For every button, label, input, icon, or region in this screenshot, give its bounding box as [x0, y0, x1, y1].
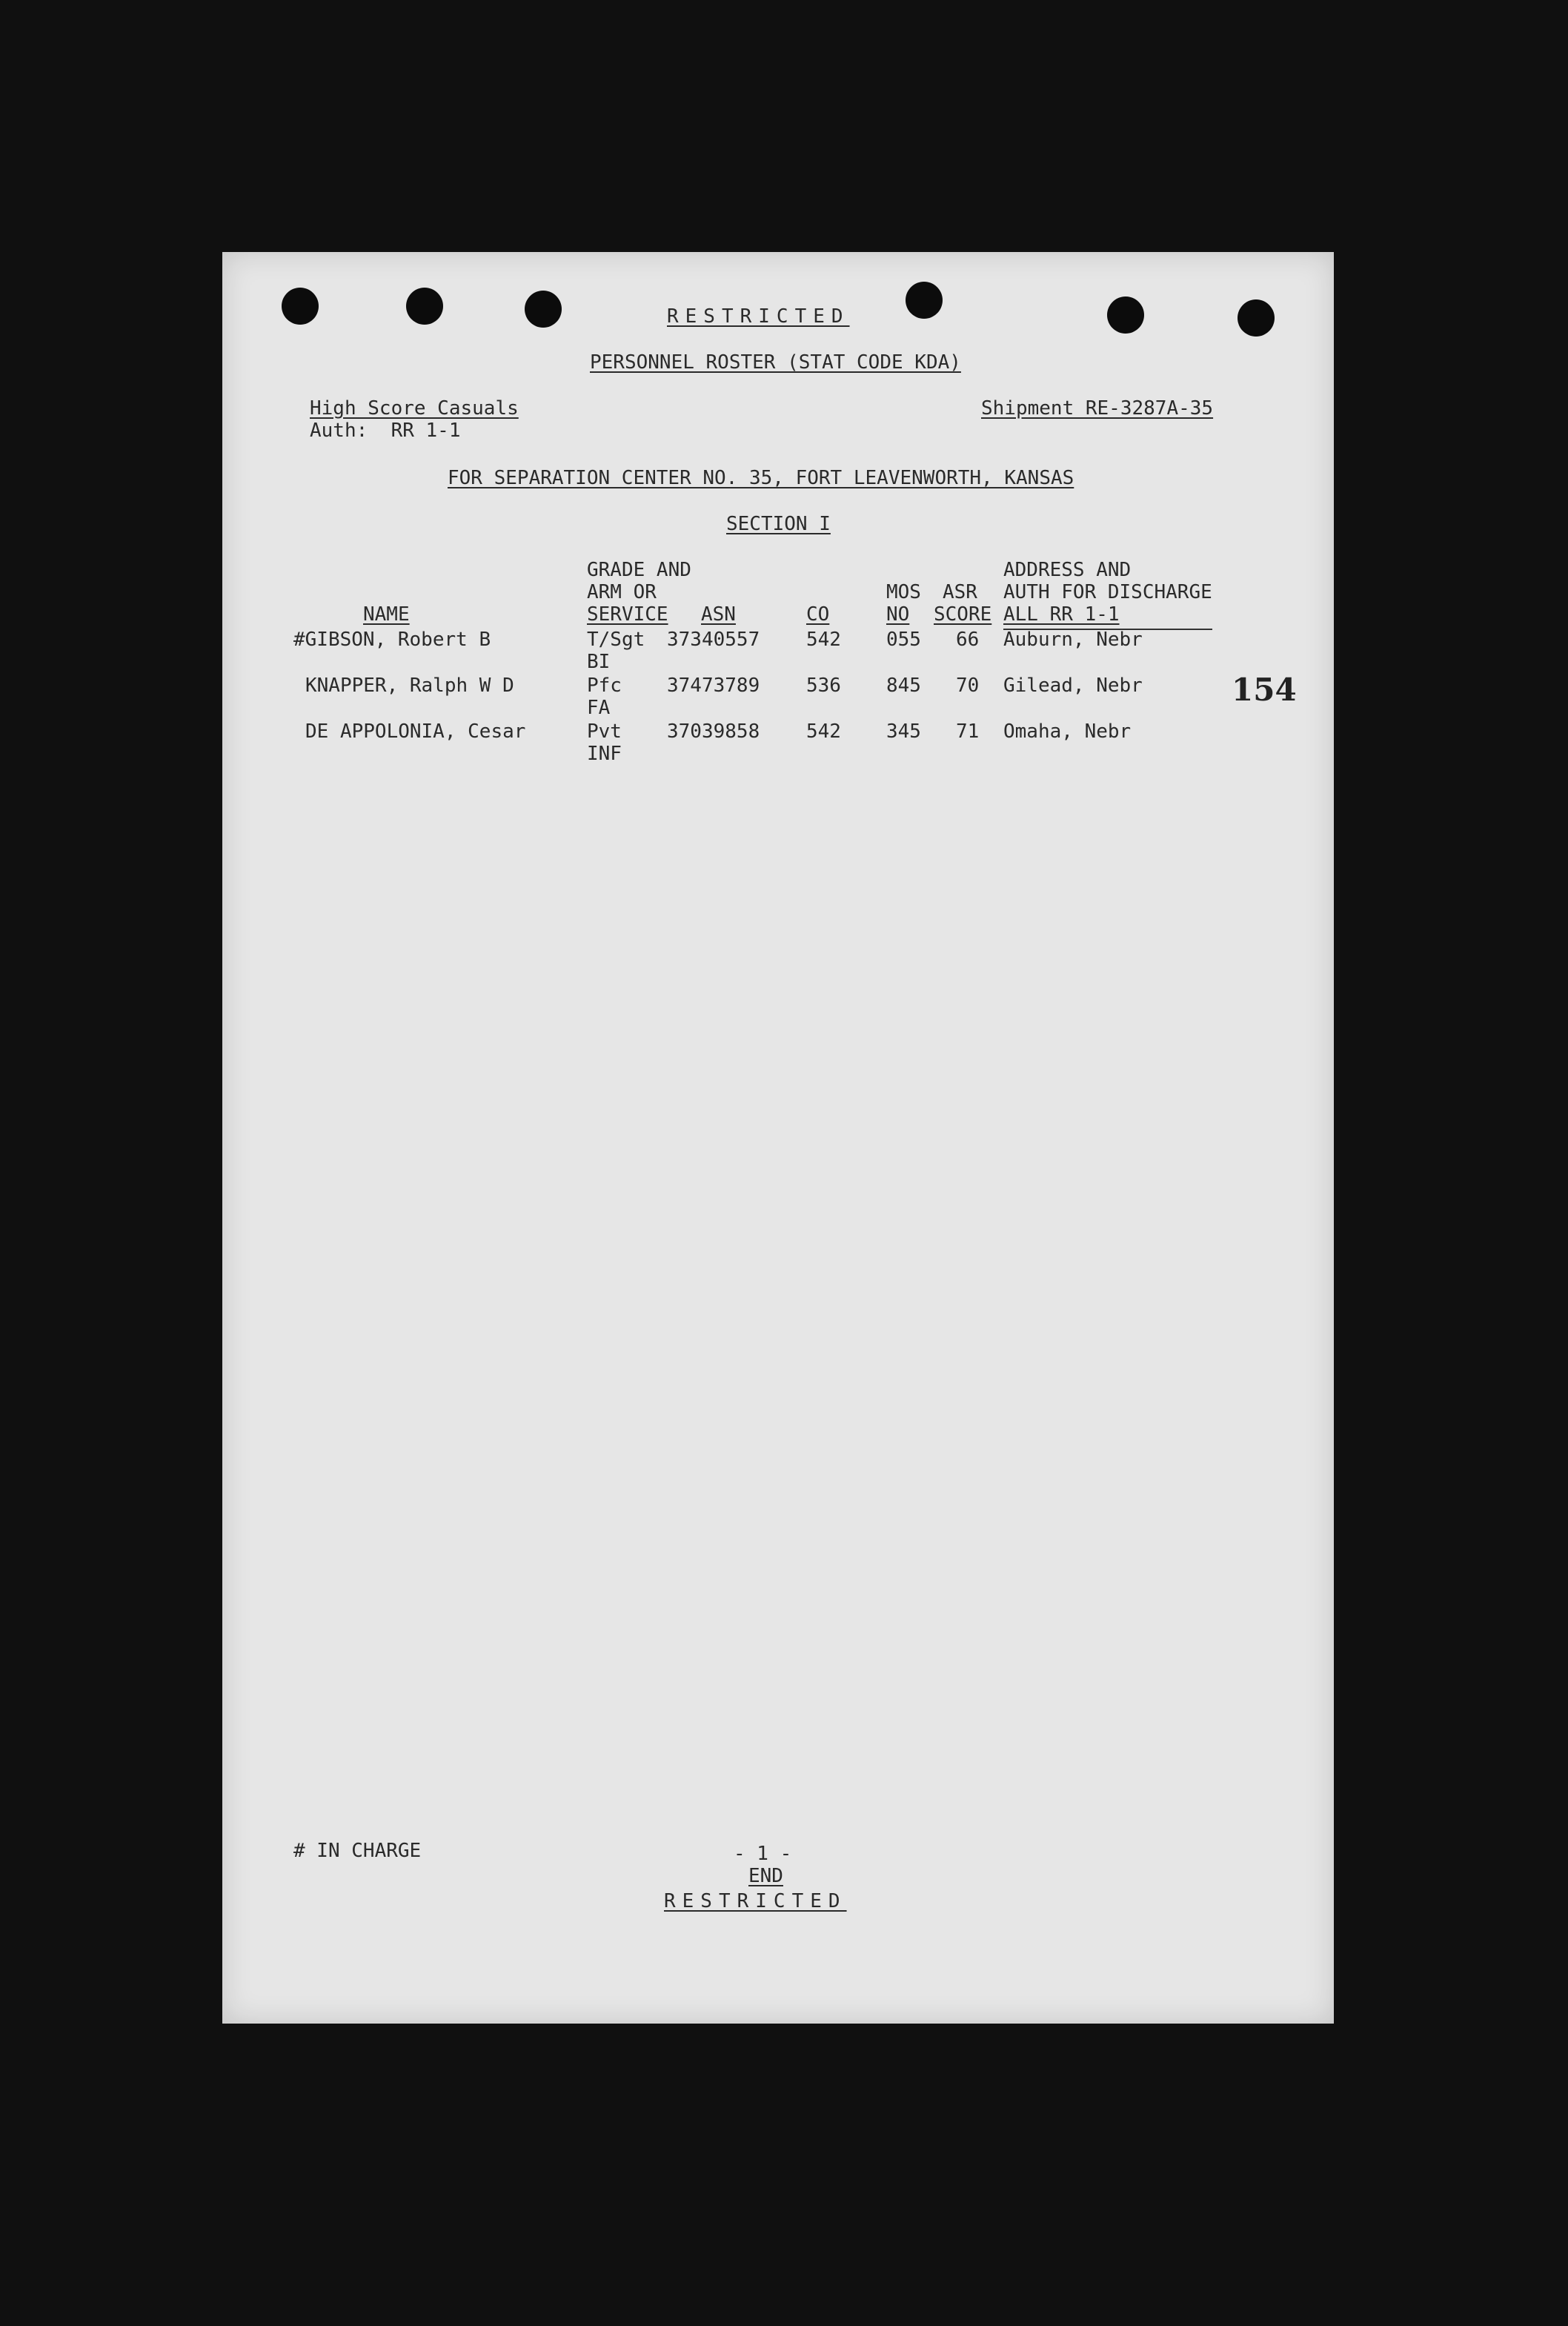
col-asr-line2: SCORE	[934, 603, 992, 626]
unit-name: High Score Casuals	[310, 397, 519, 420]
cell-name: #GIBSON, Robert B	[293, 629, 491, 651]
cell-asr: 66	[956, 629, 980, 651]
cell-address: Auburn, Nebr	[1003, 629, 1143, 651]
cell-grade: Pfc	[587, 675, 622, 697]
punch-hole	[525, 291, 562, 328]
col-asr-line1: ASR	[943, 581, 977, 603]
cell-grade: T/Sgt	[587, 629, 645, 651]
cell-name: DE APPOLONIA, Cesar	[305, 720, 526, 743]
col-grade-line2: ARM OR	[587, 581, 657, 603]
col-address-line3: ALL RR 1-1	[1003, 603, 1120, 626]
cell-arm: FA	[587, 697, 611, 719]
cell-name: KNAPPER, Ralph W D	[305, 675, 514, 697]
destination: FOR SEPARATION CENTER NO. 35, FORT LEAVENWORTH, KANSAS	[448, 467, 1074, 489]
end-marker: END	[748, 1865, 783, 1887]
cell-co: 542	[806, 720, 841, 743]
cell-mos: 845	[886, 675, 921, 697]
col-co: CO	[806, 603, 830, 626]
punch-hole	[406, 288, 443, 325]
cell-address: Gilead, Nebr	[1003, 675, 1143, 697]
col-grade-line3: SERVICE	[587, 603, 668, 626]
document-page	[222, 252, 1334, 2024]
cell-mos: 345	[886, 720, 921, 743]
cell-asn: 37473789	[667, 675, 760, 697]
cell-mos: 055	[886, 629, 921, 651]
page-number: - 1 -	[734, 1843, 792, 1865]
document-title: PERSONNEL ROSTER (STAT CODE KDA)	[590, 351, 961, 374]
punch-hole	[1238, 299, 1275, 337]
shipment-number: Shipment RE-3287A-35	[981, 397, 1214, 420]
authority: Auth: RR 1-1	[310, 420, 461, 442]
punch-hole	[906, 282, 943, 319]
cell-co: 542	[806, 629, 841, 651]
cell-asr: 71	[956, 720, 980, 743]
cell-arm: INF	[587, 743, 622, 765]
cell-asr: 70	[956, 675, 980, 697]
cell-address: Omaha, Nebr	[1003, 720, 1132, 743]
classification-header: RESTRICTED	[667, 305, 850, 328]
punch-hole	[1107, 296, 1144, 334]
col-address-line1: ADDRESS AND	[1003, 559, 1132, 581]
cell-asn: 37039858	[667, 720, 760, 743]
classification-footer: RESTRICTED	[664, 1890, 847, 1912]
section-title: SECTION I	[726, 513, 831, 535]
cell-arm: BI	[587, 651, 611, 673]
cell-grade: Pvt	[587, 720, 622, 743]
punch-hole	[282, 288, 319, 325]
col-mos-line1: MOS	[886, 581, 921, 603]
col-mos-line2: NO	[886, 603, 910, 626]
cell-asn: 37340557	[667, 629, 760, 651]
stamp-number: 154	[1232, 672, 1297, 708]
col-name: NAME	[363, 603, 410, 626]
col-grade-line1: GRADE AND	[587, 559, 691, 581]
col-address-line2: AUTH FOR DISCHARGE	[1003, 581, 1212, 603]
footer-note: # IN CHARGE	[293, 1840, 422, 1862]
cell-co: 536	[806, 675, 841, 697]
col-asn: ASN	[701, 603, 736, 626]
